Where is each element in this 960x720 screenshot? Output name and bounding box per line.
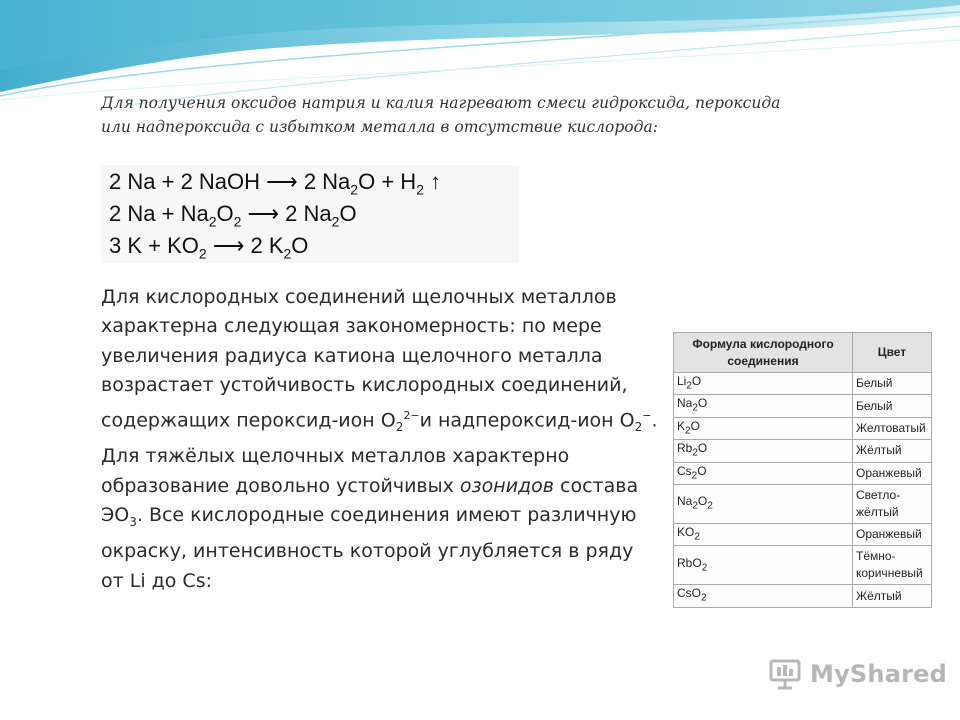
color-cell: Оранжевый — [853, 523, 932, 545]
equation-1: 2 Na + 2 NaOH ⟶ 2 $Na_2O + H_2$ ↑ — [109, 169, 442, 198]
paragraph-1: Для кислородных соединений щелочных металлов характерна следующая закономерность: по мере увеличения радиуса катиона щелочного металла возрастает устойчивость кислородных соединений, содержащих пероксид-ион $O_2^{2-}и$ надпероксид-ион $O_2^-$. — [101, 286, 658, 434]
table-row — [674, 373, 932, 395]
table-row — [674, 585, 932, 607]
color-cell: Белый — [853, 373, 932, 395]
header-formula: Формула кислородного соединения — [674, 333, 853, 373]
color-cell: Белый — [853, 395, 932, 417]
color-cell: Оранжевый — [853, 462, 932, 484]
table-row — [674, 395, 932, 417]
formula-cell: $Na_2O_2$ — [674, 484, 853, 523]
table-row — [674, 546, 932, 585]
main-text — [101, 283, 661, 596]
table-row — [674, 484, 932, 523]
formula-cell: RbO$_2$ — [674, 546, 853, 585]
table-header-row — [674, 333, 932, 373]
myshared-logo: MyShared — [768, 656, 947, 692]
formula-cell: $KO_2$ — [674, 523, 853, 545]
equation-2: 2 $Na + Na_2O_2$ ⟶ 2 $Na_2O$ — [109, 201, 357, 230]
table-row — [674, 523, 932, 545]
table-row — [674, 462, 932, 484]
presentation-board-icon — [768, 657, 802, 691]
header-color: Цвет — [853, 333, 932, 373]
color-cell: Жёлтый — [853, 440, 932, 462]
color-cell: Жёлтый — [853, 585, 932, 607]
formula-cell: $Cs_2O$ — [674, 462, 853, 484]
equations-image — [101, 165, 519, 263]
formula-cell: $K_2O$ — [674, 417, 853, 439]
color-cell: Желтоватый — [853, 417, 932, 439]
color-cell: Светло-жёлтый — [853, 484, 932, 523]
intro-text: Для получения оксидов натрия и калия нагревают смеси гидроксида, пероксида или надпероксида с избытком металла в отсутствие кислорода: — [101, 94, 781, 136]
equation-3: 3 $K + KO_2$ ⟶ 2 $K_2O$ — [109, 233, 309, 262]
formula-cell: $Li_2O$ — [674, 373, 853, 395]
formula-cell: $Rb_2O$ — [674, 440, 853, 462]
table-row — [674, 440, 932, 462]
color-cell: Тёмно-коричневый — [853, 546, 932, 585]
formula-cell: CsO$_2$ — [674, 585, 853, 607]
formula-cell: $Na_2O$ — [674, 395, 853, 417]
oxide-color-table — [673, 332, 932, 608]
paragraph-2: Для тяжёлых щелочных металлов характерно образование довольно устойчивых озонидов состава $ЭО_3$. Все кислородные соединения имеют различную окраску, интенсивность которой углубляется в ряду от Li до Cs: — [101, 445, 639, 592]
table-row — [674, 417, 932, 439]
